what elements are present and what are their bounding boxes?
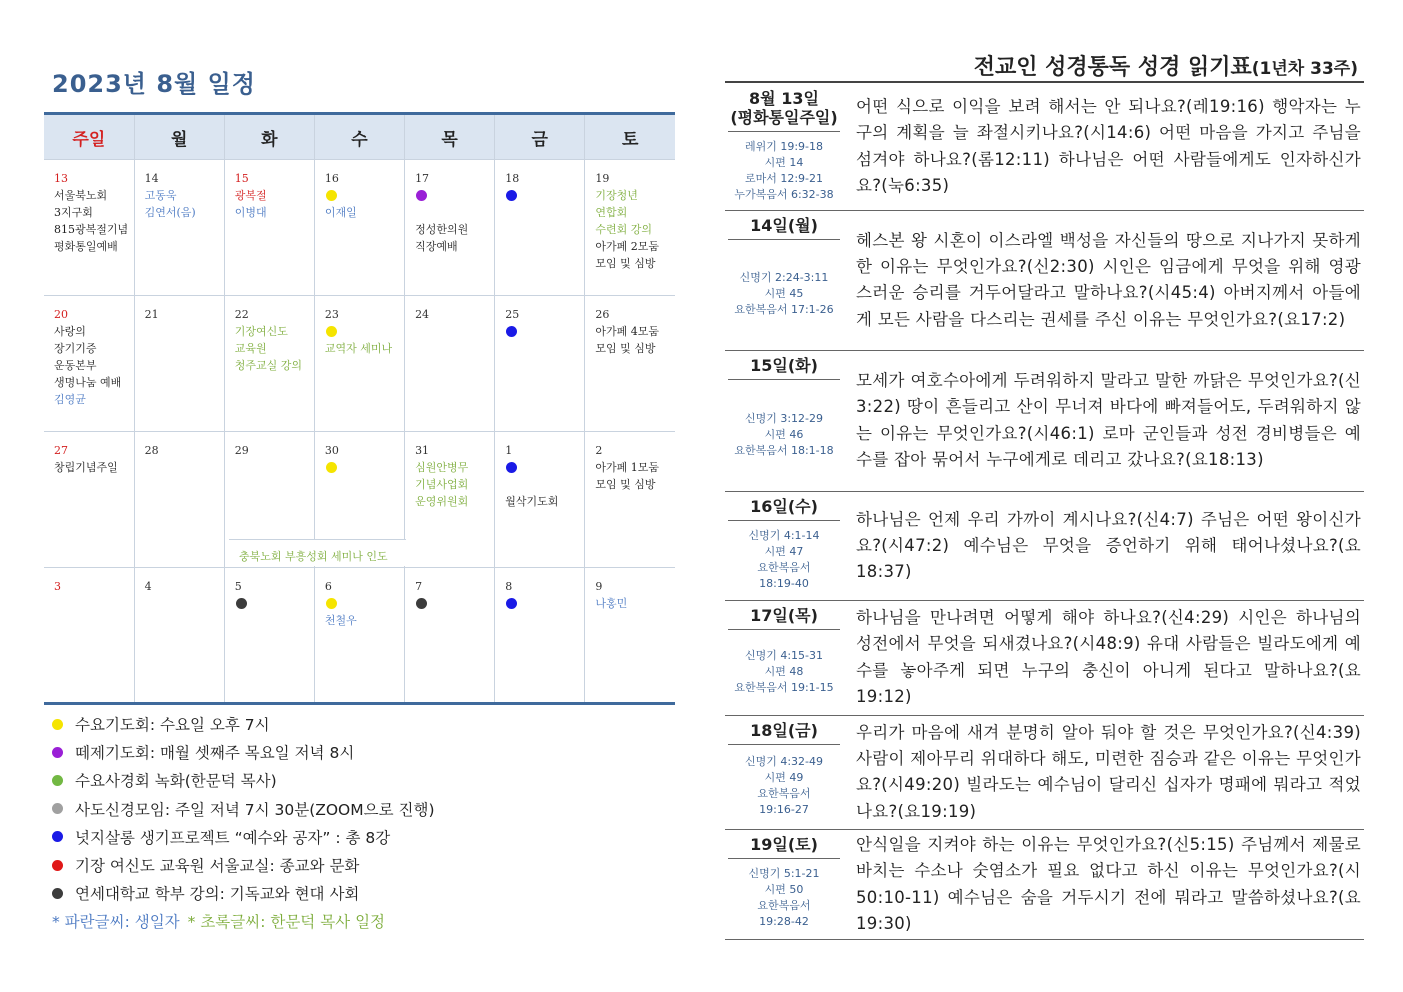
reading-day-info xyxy=(725,211,843,350)
legend-text: 떼제기도회: 매월 셋째주 목요일 저녁 8시 xyxy=(75,744,355,763)
event-text: 3지구회 xyxy=(54,206,93,219)
span-event-note: 충북노회 부흥성회 세미나 인도 xyxy=(229,539,406,566)
date-divider xyxy=(728,379,840,380)
day-number: 23 xyxy=(324,308,339,321)
event-text: 월삭기도회 xyxy=(505,495,559,508)
calendar-week-row xyxy=(44,568,675,704)
reading-title xyxy=(974,50,1358,81)
reading-day-row xyxy=(725,716,1364,830)
reading-day-row xyxy=(725,84,1364,211)
calendar-day-cell xyxy=(224,568,314,704)
day-number: 24 xyxy=(415,308,430,321)
calendar-day-cell xyxy=(224,296,314,432)
reading-date xyxy=(725,601,843,625)
reading-date xyxy=(725,830,843,854)
event-dot-icon xyxy=(416,598,427,609)
calendar-day-cell xyxy=(134,296,224,432)
legend-text: 기장 여신도 교육원 서울교실: 종교와 문화 xyxy=(75,857,360,876)
event-dot-icon xyxy=(506,326,517,337)
day-number: 17 xyxy=(415,172,430,185)
day-number: 18 xyxy=(505,172,520,185)
legend-item xyxy=(52,851,435,879)
weekday-header-row xyxy=(44,114,675,160)
reading-title-suffix: (1년차 33주) xyxy=(1251,59,1358,79)
calendar-day-cell xyxy=(585,296,675,432)
event-text: 이재일 xyxy=(324,206,357,219)
reading-ref: 요한복음서 xyxy=(757,560,811,574)
legend-item xyxy=(52,710,435,738)
calendar-day-cell xyxy=(314,296,404,432)
calendar-day-cell xyxy=(314,160,404,296)
day-number: 29 xyxy=(234,444,249,457)
reading-day-info xyxy=(725,351,843,491)
calendar-day-cell xyxy=(405,568,495,704)
reading-ref: 시편 49 xyxy=(764,771,804,784)
reading-ref: 요한복음서 xyxy=(757,787,811,800)
event-text: 수련회 강의 xyxy=(595,223,652,236)
calendar-day-cell xyxy=(495,296,585,432)
calendar-day-cell xyxy=(495,568,585,704)
calendar-day-cell xyxy=(405,432,495,568)
event-text: 김영균 xyxy=(54,393,86,406)
reading-date xyxy=(725,211,843,235)
reading-ref: 신명기 5:1-21 xyxy=(748,867,820,880)
reading-refs xyxy=(725,648,843,696)
reading-questions: 우리가 마음에 새겨 분명히 알아 둬야 할 것은 무엇인가요?(신4:39) 사람이 제아무리 위대하다 해도, 미련한 짐승과 같은 이유는 무엇인가요?(시49:20) 빌라도는 예수님이 달리신 십자가 명패에 뭐라고 적었나요?(요19:19) xyxy=(856,722,1361,821)
reading-ref: 19:28-42 xyxy=(759,915,809,928)
day-number: 1 xyxy=(505,444,513,457)
reading-questions: 어떤 식으로 이익을 보려 해서는 안 되나요?(레19:16) 행악자는 누구의 계획을 늘 좌절시키나요?(시14:6) 어떤 마음을 가지고 주님을 섬겨야 하나요?(롬12:11) 하나님은 어떤 사람들에게도 인자하신가요?(눅6:35) xyxy=(856,97,1361,196)
event-text: 815광복절기념 xyxy=(54,223,129,236)
calendar-week-row xyxy=(44,296,675,432)
event-text: 아가페 2모둠 xyxy=(595,240,659,253)
weekday-header: 토 xyxy=(585,114,675,160)
legend-dot-icon xyxy=(52,719,63,730)
legend-item xyxy=(52,823,435,851)
day-number: 16 xyxy=(324,172,339,185)
event-text: 천철우 xyxy=(324,614,357,627)
calendar-day-cell xyxy=(44,568,134,704)
calendar-day-cell xyxy=(44,160,134,296)
legend-text: 사도신경모임: 주일 저녁 7시 30분(ZOOM으로 진행) xyxy=(75,800,435,819)
event-text xyxy=(415,204,494,221)
reading-questions: 모세가 여호수아에게 두려워하지 말라고 말한 까닭은 무엇인가요?(신3:22) 땅이 흔들리고 산이 무너져 바다에 빠져들어도, 두려워하지 않는 이유는 무엇인가요?(시46:1) 로마 군인들과 성전 경비병들은 예수를 잡아 묶어서 누구에게로 데리고 갔나요?(요18:13) xyxy=(856,371,1361,470)
event-dot-icon xyxy=(326,462,337,473)
reading-refs xyxy=(725,866,843,930)
reading-ref: 시편 48 xyxy=(764,664,804,678)
reading-questions: 안식일을 지켜야 하는 이유는 무엇인가요?(신5:15) 주님께서 제물로 바치는 수소나 숫염소가 필요 없다고 하신 이유는 무엇인가요?(시50:10-11) 예수님은 숨을 거두시기 전에 뭐라고 말씀하셨나요?(요19:30) xyxy=(856,835,1361,934)
legend-dot-icon xyxy=(52,775,63,786)
event-text: 정성한의원 xyxy=(415,223,469,236)
calendar-day-cell xyxy=(585,568,675,704)
date-divider xyxy=(728,131,840,132)
date-divider xyxy=(728,629,840,630)
reading-title-rule xyxy=(725,81,1364,83)
reading-day-row xyxy=(725,211,1364,351)
weekday-header: 목 xyxy=(405,114,495,160)
reading-refs xyxy=(725,754,843,818)
weekday-header: 화 xyxy=(224,114,314,160)
event-text: 운동본부 xyxy=(54,359,97,372)
date-divider xyxy=(728,520,840,521)
event-dot-icon xyxy=(506,598,517,609)
reading-ref: 요한복음서 xyxy=(757,899,811,912)
reading-questions: 헤스본 왕 시혼이 이스라엘 백성을 자신들의 땅으로 지나가지 못하게 한 이유는 무엇인가요?(신2:30) 시인은 임금에게 무엇을 위해 영광스러운 승리를 거두어달라고 말하나요?(시45:4) 아버지께서 아들에게 모든 사람을 다스리는 권세를 주신 이유는 무엇인가요?(요17:2) xyxy=(856,230,1361,329)
event-text: 장기기증 xyxy=(54,342,97,355)
day-number: 21 xyxy=(144,308,159,321)
reading-ref: 요한복음서 18:1-18 xyxy=(734,443,834,457)
reading-ref: 18:19-40 xyxy=(759,576,809,590)
day-number: 22 xyxy=(234,308,249,321)
event-dot-icon xyxy=(416,190,427,201)
event-text: 기념사업회 xyxy=(415,478,469,491)
weekday-header: 월 xyxy=(134,114,224,160)
reading-day-info xyxy=(725,716,843,829)
reading-refs xyxy=(725,411,843,459)
day-number: 8 xyxy=(505,580,513,593)
legend-item xyxy=(52,879,435,907)
event-text: 기장청년 xyxy=(595,189,638,202)
reading-date-label: 8월 13일 xyxy=(749,89,819,108)
event-dot-icon xyxy=(506,190,517,201)
legend-dot-icon xyxy=(52,803,63,814)
weekday-header: 금 xyxy=(495,114,585,160)
reading-ref: 시편 46 xyxy=(764,427,804,441)
legend-dot-icon xyxy=(52,888,63,899)
legend-text: 연세대학교 학부 강의: 기독교와 현대 사회 xyxy=(75,885,360,904)
day-number: 15 xyxy=(234,172,249,185)
reading-ref: 신명기 4:1-14 xyxy=(748,528,820,542)
reading-ref: 로마서 12:9-21 xyxy=(744,171,824,185)
event-text: 이병대 xyxy=(234,206,267,219)
day-number: 3 xyxy=(54,580,61,593)
calendar-legend xyxy=(52,710,435,935)
reading-date-label: 18일(금) xyxy=(750,721,818,740)
reading-refs xyxy=(725,139,843,203)
event-text: 아가페 4모둠 xyxy=(595,325,659,338)
event-text: 모임 및 심방 xyxy=(595,342,656,355)
reading-ref: 19:16-27 xyxy=(759,803,809,816)
day-number: 7 xyxy=(415,580,423,593)
calendar-day-cell xyxy=(585,432,675,568)
calendar-day-cell xyxy=(134,160,224,296)
legend-dot-icon xyxy=(52,747,63,758)
legend-note-green: * 초록글씨: 한문덕 목사 일정 xyxy=(187,913,386,932)
event-dot-icon xyxy=(236,598,247,609)
day-number: 19 xyxy=(595,172,610,185)
calendar-day-cell xyxy=(405,296,495,432)
legend-text: 수요사경회 녹화(한문덕 목사) xyxy=(75,772,277,791)
weekday-header: 주일 xyxy=(44,114,134,160)
event-text: 생명나눔 예배 xyxy=(54,376,122,389)
calendar-day-cell xyxy=(495,432,585,568)
reading-title-main: 전교인 성경통독 성경 읽기표 xyxy=(973,55,1252,80)
day-number: 25 xyxy=(505,308,520,321)
event-text: 평화통일예배 xyxy=(54,240,118,253)
reading-date-sub: (평화통일주일) xyxy=(730,108,838,127)
reading-ref: 시편 50 xyxy=(764,883,804,896)
reading-ref: 누가복음서 6:32-38 xyxy=(734,187,834,201)
legend-dot-icon xyxy=(52,860,63,871)
reading-date-label: 14일(월) xyxy=(750,216,818,235)
date-divider xyxy=(728,239,840,240)
date-divider xyxy=(728,744,840,745)
event-text: 광복절 xyxy=(234,189,267,202)
reading-day-row xyxy=(725,601,1364,716)
event-text: 기장여신도 xyxy=(234,325,288,338)
legend-item xyxy=(52,766,435,794)
reading-date-label: 15일(화) xyxy=(750,356,818,375)
reading-questions: 하나님은 언제 우리 가까이 계시나요?(신4:7) 주님은 어떤 왕이신가요?(시47:2) 예수님은 무엇을 증언하기 위해 태어나셨나요?(요18:37) xyxy=(856,509,1361,582)
reading-day-row xyxy=(725,351,1364,492)
reading-date-label: 16일(수) xyxy=(750,497,818,516)
day-number: 2 xyxy=(595,444,603,457)
day-number: 30 xyxy=(324,444,339,457)
legend-note-blue: * 파란글씨: 생일자 xyxy=(52,913,180,932)
calendar-day-cell xyxy=(134,568,224,704)
day-number: 5 xyxy=(234,580,242,593)
event-dot-icon xyxy=(506,462,517,473)
calendar-day-cell xyxy=(314,568,404,704)
reading-ref: 신명기 4:32-49 xyxy=(744,755,824,768)
reading-ref: 시편 45 xyxy=(764,287,804,300)
event-dot-icon xyxy=(326,190,337,201)
event-text: 운영위원회 xyxy=(415,495,469,508)
reading-ref: 시편 47 xyxy=(764,544,804,558)
reading-ref: 요한복음서 17:1-26 xyxy=(734,303,834,316)
event-text: 연합회 xyxy=(595,206,628,219)
event-text: 나홍민 xyxy=(595,597,628,610)
reading-day-row xyxy=(725,492,1364,601)
reading-ref: 신명기 3:12-29 xyxy=(744,411,824,425)
reading-date xyxy=(725,492,843,516)
calendar-title: 2023년 8월 일정 xyxy=(52,70,256,98)
event-dot-icon xyxy=(326,326,337,337)
day-number: 28 xyxy=(144,444,159,457)
legend-dot-icon xyxy=(52,831,63,842)
weekday-header: 수 xyxy=(314,114,404,160)
event-text: 교역자 세미나 xyxy=(324,342,393,355)
event-text: 모임 및 심방 xyxy=(595,257,656,270)
calendar-day-cell xyxy=(224,160,314,296)
event-text: 김연서(음) xyxy=(144,206,196,219)
day-number: 4 xyxy=(144,580,152,593)
reading-ref: 요한복음서 19:1-15 xyxy=(734,680,834,694)
calendar-day-cell xyxy=(44,432,134,568)
reading-day-row xyxy=(725,830,1364,940)
day-number: 26 xyxy=(595,308,610,321)
reading-day-info xyxy=(725,84,843,210)
date-divider xyxy=(728,858,840,859)
event-text: 아가페 1모둠 xyxy=(595,461,659,474)
legend-item xyxy=(52,738,435,766)
reading-ref: 시편 14 xyxy=(764,155,804,169)
reading-day-info xyxy=(725,492,843,600)
event-text: 교육원 xyxy=(234,342,267,355)
reading-ref: 신명기 2:24-3:11 xyxy=(739,271,829,284)
legend-text: 수요기도회: 수요일 오후 7시 xyxy=(75,716,270,735)
reading-day-info xyxy=(725,601,843,715)
event-dot-icon xyxy=(326,598,337,609)
legend-text: 넛지살롱 생기프로젝트 “예수와 공자” : 총 8강 xyxy=(75,828,391,847)
event-text: 사랑의 xyxy=(54,325,86,338)
calendar-day-cell xyxy=(44,296,134,432)
calendar-day-cell xyxy=(495,160,585,296)
event-text: 모임 및 심방 xyxy=(595,478,656,491)
calendar-day-cell xyxy=(134,432,224,568)
reading-day-info xyxy=(725,830,843,939)
reading-date xyxy=(725,716,843,740)
day-number: 20 xyxy=(54,308,68,321)
event-text: 고동욱 xyxy=(144,189,177,202)
legend-item xyxy=(52,795,435,823)
event-text: 직장예배 xyxy=(415,240,458,253)
day-number: 14 xyxy=(144,172,159,185)
calendar-day-cell xyxy=(405,160,495,296)
reading-ref: 레위기 19:9-18 xyxy=(744,139,824,153)
event-text: 창립기념주일 xyxy=(54,461,118,474)
reading-refs xyxy=(725,528,843,592)
event-text: 청주교실 강의 xyxy=(234,359,303,372)
calendar-table xyxy=(44,112,675,705)
legend-note xyxy=(52,907,435,935)
reading-date xyxy=(725,351,843,375)
event-text: 심원안병무 xyxy=(415,461,469,474)
calendar-week-row xyxy=(44,160,675,296)
event-text xyxy=(505,476,584,493)
day-number: 31 xyxy=(415,444,430,457)
reading-date xyxy=(725,84,843,127)
event-text: 서울북노회 xyxy=(54,189,108,202)
day-number: 13 xyxy=(54,172,68,185)
reading-date-label: 17일(목) xyxy=(750,606,818,625)
reading-date-label: 19일(토) xyxy=(750,835,818,854)
reading-questions: 하나님을 만나려면 어떻게 해야 하나요?(신4:29) 시인은 하나님의 성전에서 무엇을 되새겼나요?(시48:9) 유대 사람들은 빌라도에게 예수를 놓아주게 되면 누구의 충신이 아니게 된다고 말하나요?(요19:12) xyxy=(856,608,1361,707)
reading-ref: 신명기 4:15-31 xyxy=(744,648,824,662)
day-number: 9 xyxy=(595,580,603,593)
day-number: 6 xyxy=(324,580,332,593)
calendar-day-cell xyxy=(585,160,675,296)
day-number: 27 xyxy=(54,444,68,457)
reading-refs xyxy=(725,270,843,318)
